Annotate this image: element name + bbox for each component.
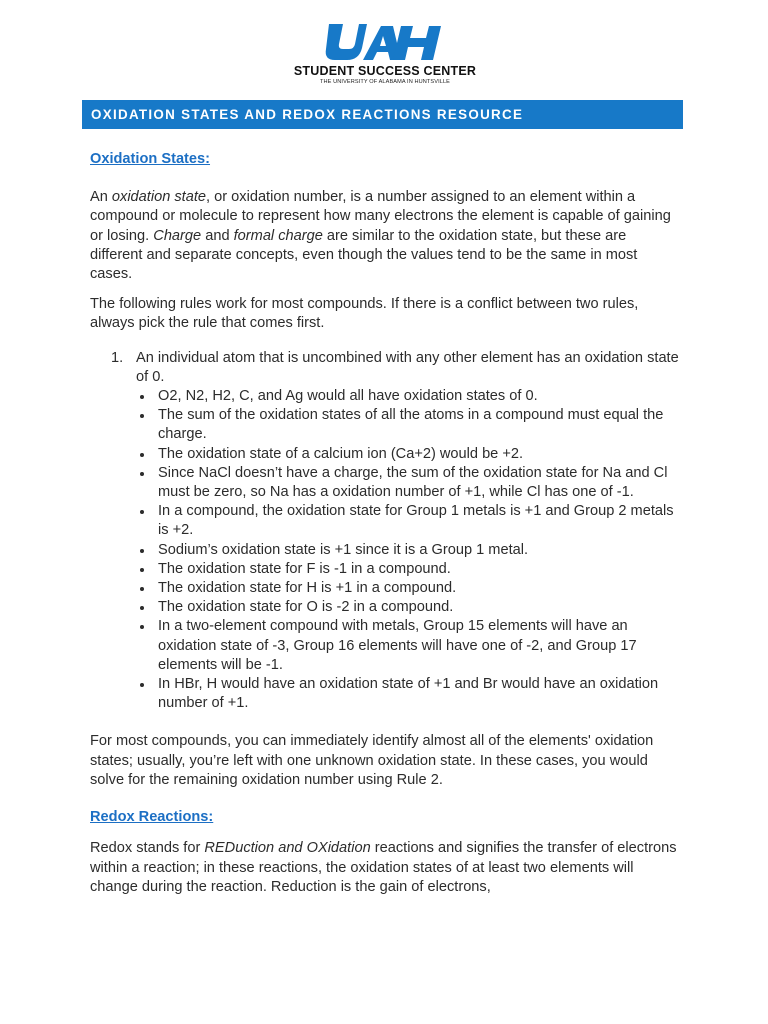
rule-text: An individual atom that is uncombined with any other element has an oxidation state of 0.: [136, 349, 679, 385]
rules-list: [90, 349, 682, 714]
uah-logo: [290, 22, 480, 86]
uah-logo-mark: [323, 22, 447, 62]
closing-paragraph: For most compounds, you can immediately identify almost all of the elements' oxidation states; usually, you’re left with one unknown oxidation state. In these cases, you would solve for the remaining oxidation number using Rule 2.: [90, 733, 654, 788]
oxidation-states-heading: Oxidation States:: [90, 151, 211, 167]
title-banner: OXIDATION STATES AND REDOX REACTIONS RESOURCE: [82, 100, 683, 129]
example-bullet: In a compound, the oxidation state for Group 1 metals is +1 and Group 2 metals is +2.: [136, 502, 682, 540]
example-bullet: Since NaCl doesn’t have a charge, the sum of the oxidation state for Na and Cl must be zero, so Na has a oxidation number of +1, while Cl has one of -1.: [136, 464, 682, 502]
university-name: THE UNIVERSITY OF ALABAMA IN HUNTSVILLE: [320, 79, 450, 85]
example-bullet: The oxidation state for O is -2 in a compound.: [136, 598, 682, 617]
rule-number: 1.: [111, 349, 124, 366]
rules-intro-paragraph: The following rules work for most compounds. If there is a conflict between two rules, always pick the rule that comes first.: [90, 296, 639, 332]
example-bullet: In a two-element compound with metals, Group 15 elements will have an oxidation state of -3, Group 16 elements will have one of -2, and Group 17 elements will be -1.: [136, 617, 682, 675]
example-bullet: The oxidation state of a calcium ion (Ca+2) would be +2.: [136, 445, 682, 464]
example-bullet: The oxidation state for H is +1 in a compound.: [136, 579, 682, 598]
example-bullet: O2, N2, H2, C, and Ag would all have oxidation states of 0.: [136, 387, 682, 406]
example-bullet: Sodium’s oxidation state is +1 since it is a Group 1 metal.: [136, 541, 682, 560]
rule-item: [90, 349, 682, 714]
intro-paragraph: An oxidation state, or oxidation number, is a number assigned to an element within a compound or molecule to represent how many electrons the element is capable of gaining or losing. Charge and formal charge are similar to the oxidation state, but these are different and separate concepts, even though the values tend to be the same in most cases.: [90, 189, 671, 283]
examples-list: [136, 387, 682, 713]
center-name: STUDENT SUCCESS CENTER: [293, 64, 477, 78]
example-bullet: The oxidation state for F is -1 in a compound.: [136, 560, 682, 579]
example-bullet: The sum of the oxidation states of all the atoms in a compound must equal the charge.: [136, 406, 682, 444]
redox-reactions-heading: Redox Reactions:: [90, 809, 214, 826]
example-bullet: In HBr, H would have an oxidation state of +1 and Br would have an oxidation number of +1.: [136, 675, 682, 713]
document-body: [90, 150, 682, 897]
redox-paragraph: Redox stands for REDuction and OXidation reactions and signifies the transfer of electrons within a reaction; in these reactions, the oxidation states of at least two elements will change during the reaction. Reduction is the gain of electrons,: [90, 840, 677, 895]
